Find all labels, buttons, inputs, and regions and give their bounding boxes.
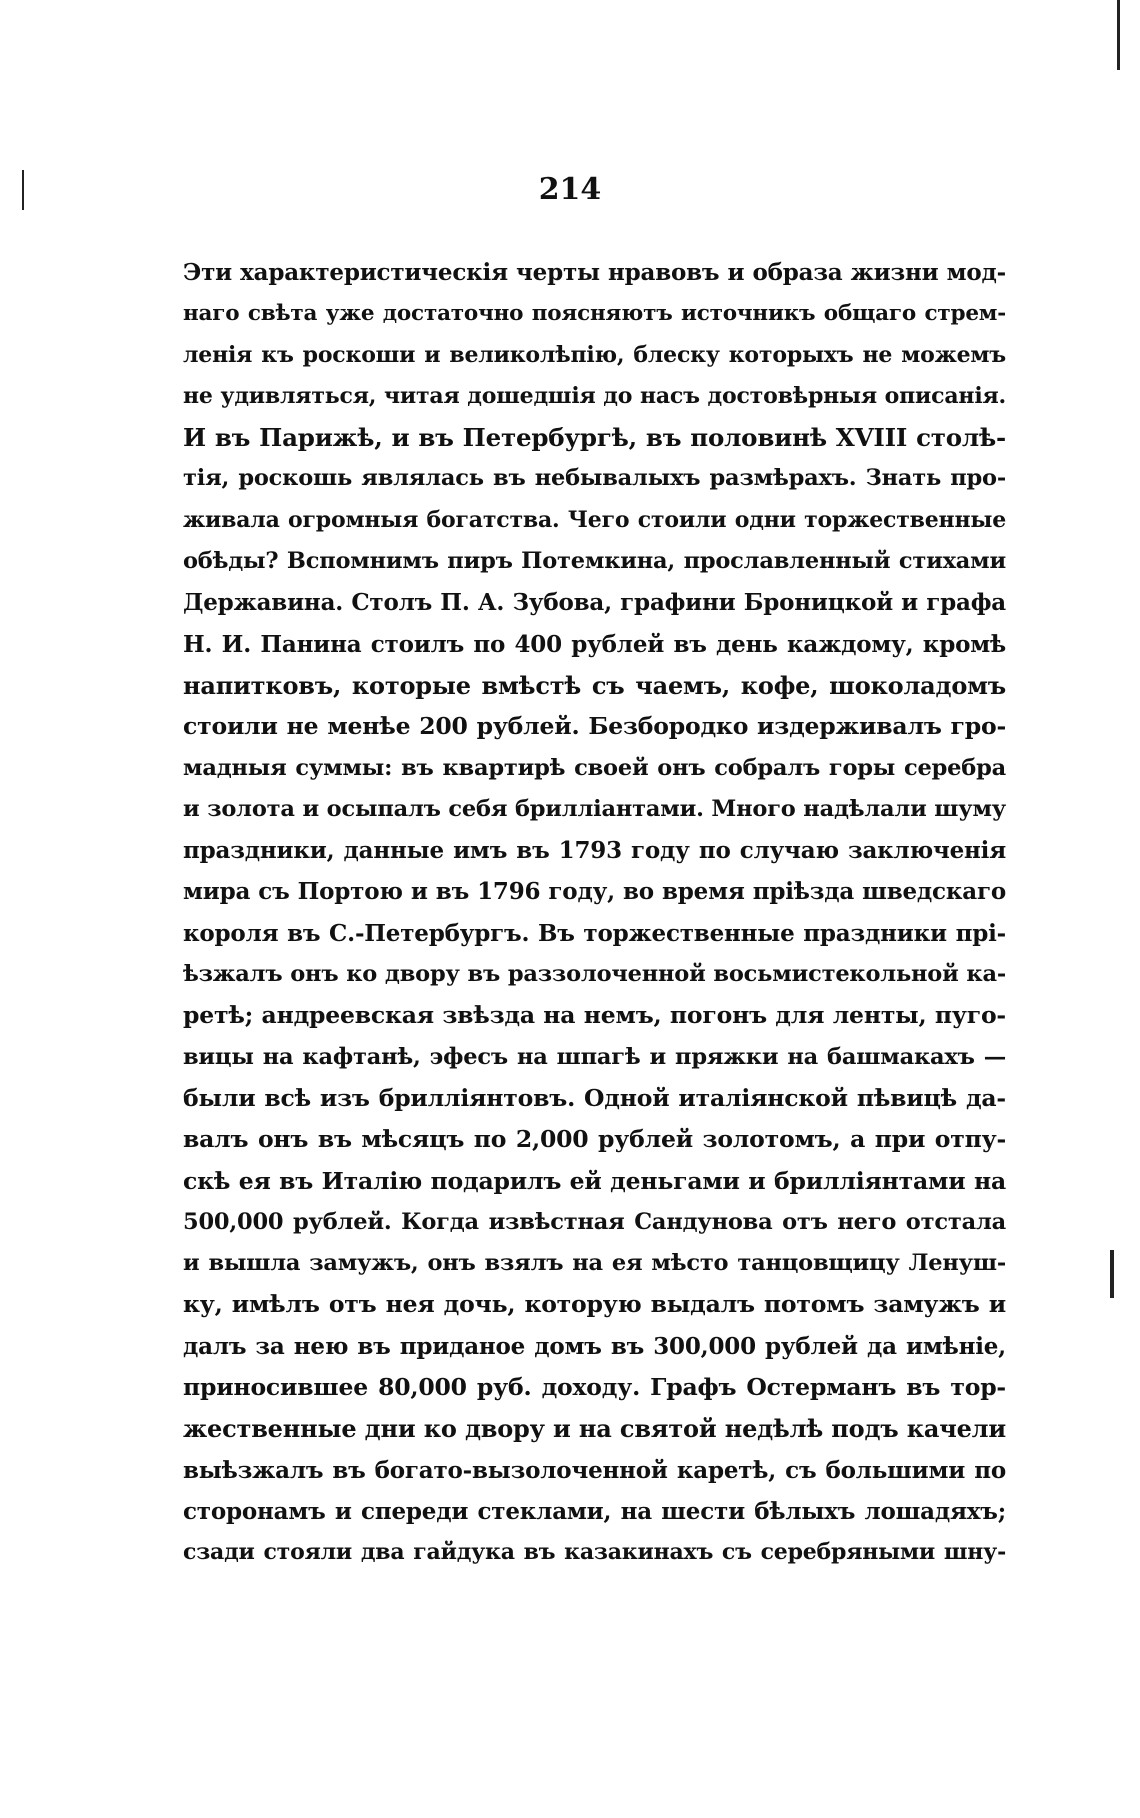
text-line: мира съ Портою и въ 1796 году, во время пріѣзда шведскаго <box>183 878 1006 906</box>
text-line: наго свѣта уже достаточно поясняютъ источникъ общаго стрем- <box>183 301 1006 327</box>
text-line: короля въ С.-Петербургъ. Въ торжественные праздники прі- <box>183 919 1006 947</box>
text-line: сзади стояли два гайдука въ казакинахъ съ серебряными шну- <box>183 1539 1006 1566</box>
text-line: и вышла замужъ, онъ взялъ на ея мѣсто танцовщицу Ленуш- <box>183 1250 1006 1277</box>
text-line: 500,000 рублей. Когда извѣстная Сандунова отъ него отстала <box>183 1208 1006 1235</box>
text-line: мадныя суммы: въ квартирѣ своей онъ собралъ горы серебра <box>183 754 1006 781</box>
text-line: приносившее 80,000 руб. доходу. Графъ Остерманъ въ тор- <box>183 1373 1006 1402</box>
text-line: живала огромныя богатства. Чего стоили одни торжественные <box>183 506 1006 533</box>
text-line: не удивляться, читая дошедшія до насъ достовѣрныя описанія. <box>183 382 1006 409</box>
text-line: ленія къ роскоши и великолѣпію, блеску которыхъ не можемъ <box>183 341 1006 368</box>
text-line: Эти характеристическія черты нравовъ и образа жизни мод- <box>183 259 1006 286</box>
text-line: И въ Парижѣ, и въ Петербургѣ, въ половинѣ XVIII столѣ- <box>183 423 1006 453</box>
right-edge-scan-mark <box>1117 0 1120 70</box>
text-line: и золота и осыпалъ себя брилліантами. Много надѣлали шуму <box>183 795 1006 822</box>
text-line: валъ онъ въ мѣсяцъ по 2,000 рублей золотомъ, а при отпу- <box>183 1125 1006 1154</box>
text-line: обѣды? Вспомнимъ пиръ Потемкина, прославленный стихами <box>183 548 1006 575</box>
text-line: праздники, данные имъ въ 1793 году по случаю заключенія <box>183 837 1006 865</box>
text-line: выѣзжалъ въ богато-вызолоченной каретѣ, съ большими по <box>183 1456 1006 1484</box>
text-line: напитковъ, которые вмѣстѣ съ чаемъ, кофе, шоколадомъ <box>183 670 1006 700</box>
text-line: ку, имѣлъ отъ нея дочь, которую выдалъ потомъ замужъ и <box>183 1290 1006 1319</box>
text-line: Н. И. Панина стоилъ по 400 рублей въ день каждому, кромѣ <box>183 630 1006 658</box>
right-margin-scan-mark <box>1110 1250 1114 1298</box>
text-line: жественные дни ко двору и на святой недѣлѣ подъ качели <box>183 1414 1006 1444</box>
text-line: ретѣ; андреевская звѣзда на немъ, погонъ для ленты, пуго- <box>183 1001 1006 1030</box>
body-text <box>183 252 1006 1574</box>
text-line: далъ за нею въ приданое домъ въ 300,000 рублей да имѣніе, <box>183 1332 1006 1360</box>
text-line: скѣ ея въ Италію подарилъ ей деньгами и брилліянтами на <box>183 1166 1006 1195</box>
text-line: сторонамъ и спереди стеклами, на шести бѣлыхъ лошадяхъ; <box>183 1497 1006 1525</box>
text-line: тія, роскошь являлась въ небывалыхъ размѣрахъ. Знать про- <box>183 465 1006 492</box>
text-line: ѣзжалъ онъ ко двору въ раззолоченной восьмистекольной ка- <box>183 961 1006 988</box>
page-number: 214 <box>538 172 602 207</box>
text-line: были всѣ изъ брилліянтовъ. Одной италіянской пѣвицѣ да- <box>183 1083 1006 1112</box>
text-line: вицы на кафтанѣ, эфесъ на шпагѣ и пряжки на башмакахъ — <box>183 1043 1006 1070</box>
text-line: стоили не менѣе 200 рублей. Безбородко издерживалъ гро- <box>183 712 1006 741</box>
text-line: Державина. Столъ П. А. Зубова, графини Броницкой и графа <box>183 589 1006 617</box>
